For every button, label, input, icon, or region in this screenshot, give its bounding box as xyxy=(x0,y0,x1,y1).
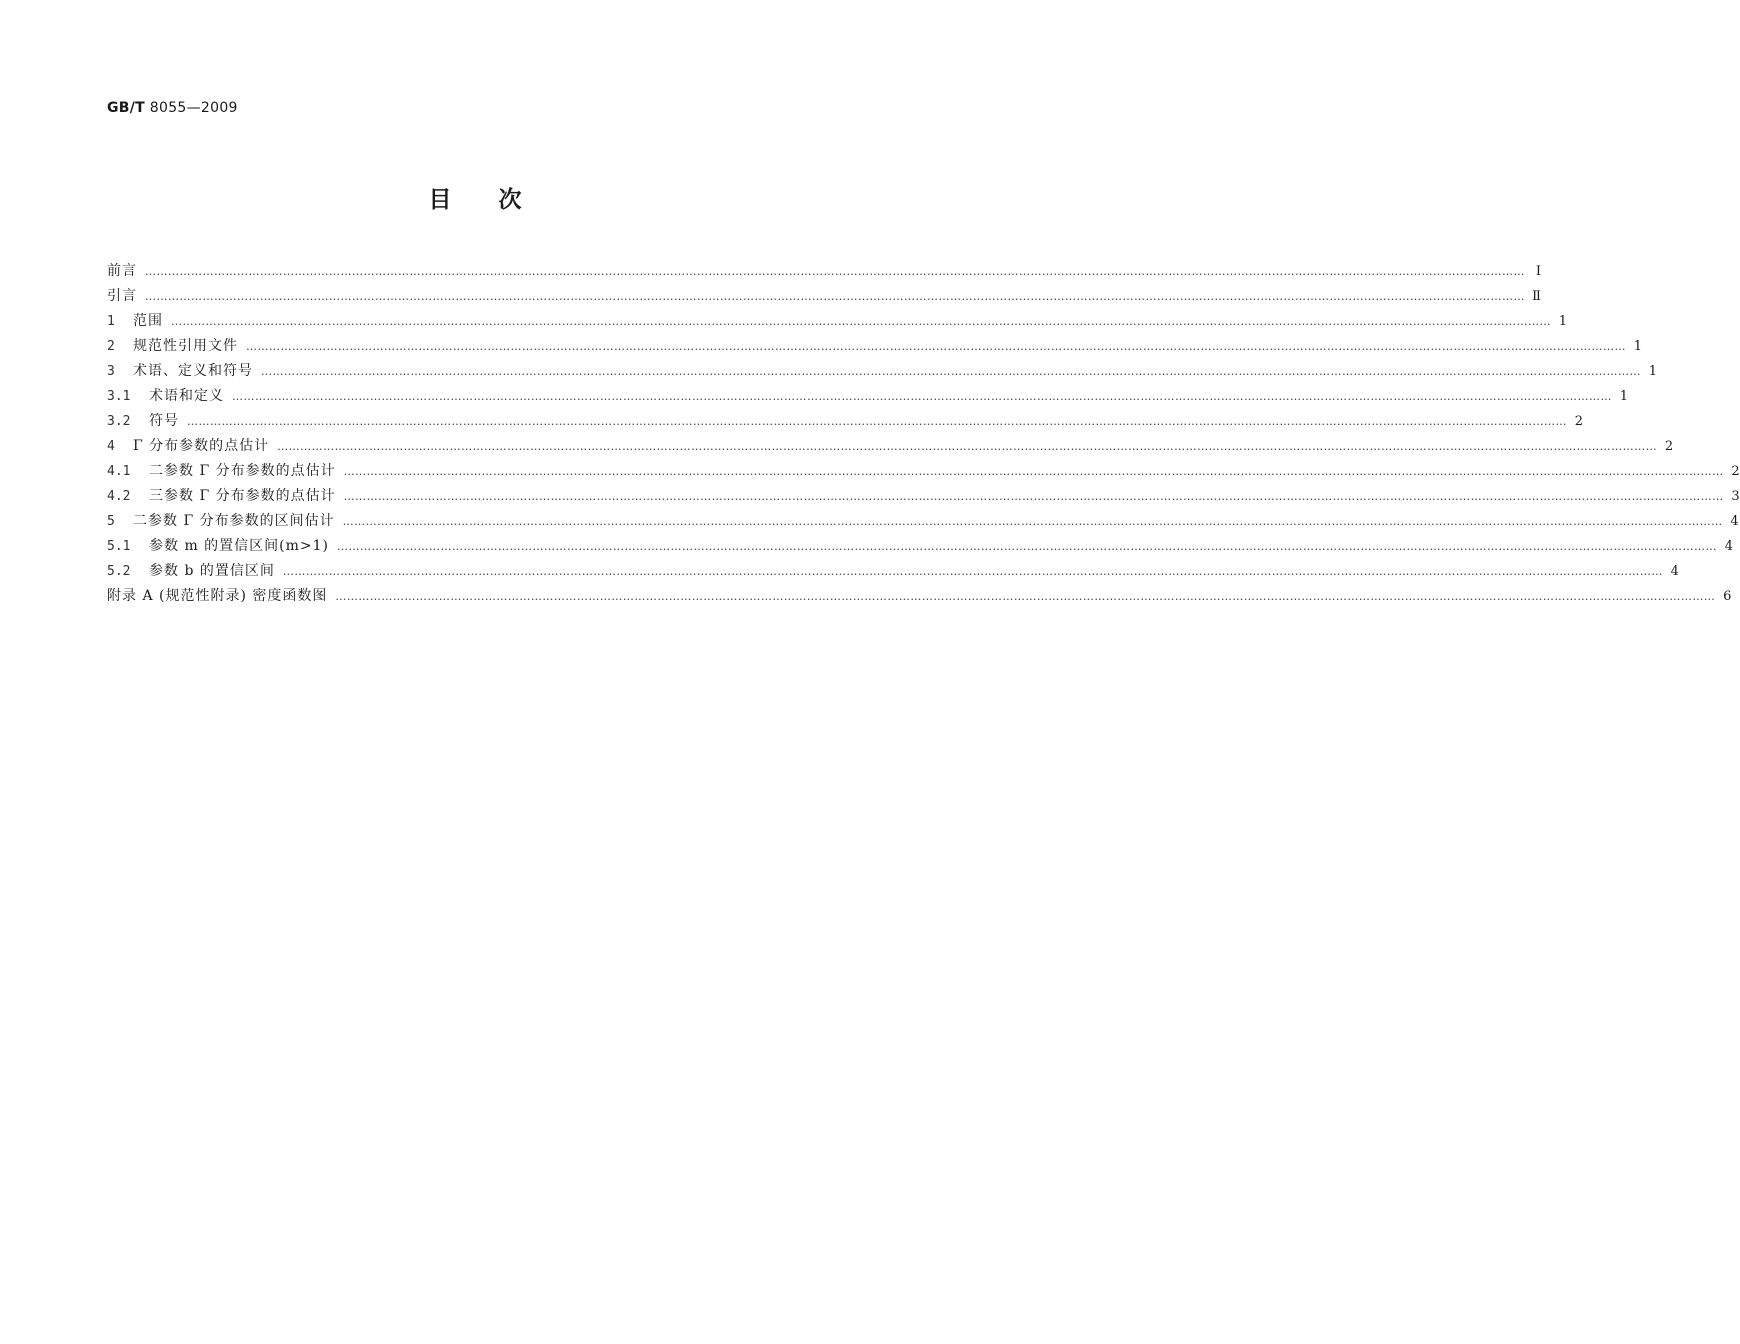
toc-entry-page: 2 xyxy=(1664,439,1674,454)
standard-number: 8055—2009 xyxy=(149,100,238,116)
toc-entry-number: 3 xyxy=(107,364,115,379)
toc-entry[interactable] xyxy=(107,584,1732,609)
toc-entry-label: 二参数 Γ 分布参数的区间估计 xyxy=(133,513,335,529)
toc-entry-page: 4 xyxy=(1670,564,1679,579)
toc-entry-page: 4 xyxy=(1730,514,1739,529)
toc-entry[interactable] xyxy=(107,284,1541,309)
toc-entry-label: 二参数 Γ 分布参数的点估计 xyxy=(149,463,336,479)
toc-entry-label: 引言 xyxy=(107,288,137,304)
toc-entry[interactable] xyxy=(107,484,1740,509)
dot-leader: ……………………………………………………………………………………………………………………………………………………………………………………………………………………………………………………………………………………………………………………………… xyxy=(145,265,1525,278)
table-of-contents xyxy=(107,259,1740,609)
toc-entry-page: Ⅱ xyxy=(1532,289,1541,304)
toc-entry-number: 5.1 xyxy=(107,539,131,554)
toc-entry[interactable] xyxy=(107,534,1734,559)
toc-entry-page: 1 xyxy=(1619,389,1628,404)
toc-entry[interactable] xyxy=(107,359,1657,384)
dot-leader: ……………………………………………………………………………………………………………………………………………………………………………………………………………………………………………………………………………………………………………………………… xyxy=(232,390,1612,403)
toc-entry[interactable] xyxy=(107,559,1679,584)
toc-entry-label: 术语、定义和符号 xyxy=(133,363,253,379)
dot-leader: ……………………………………………………………………………………………………………………………………………………………………………………………………………………………………………………………………………………………………………………………… xyxy=(335,590,1716,603)
toc-entry-page: 2 xyxy=(1574,414,1583,429)
dot-leader: ……………………………………………………………………………………………………………………………………………………………………………………………………………………………………………………………………………………………………………………………… xyxy=(343,490,1724,503)
dot-leader: ……………………………………………………………………………………………………………………………………………………………………………………………………………………………………………………………………………………………………………………………… xyxy=(246,340,1626,353)
dot-leader: ……………………………………………………………………………………………………………………………………………………………………………………………………………………………………………………………………………………………………………………………… xyxy=(343,465,1724,478)
toc-entry-number: 2 xyxy=(107,339,115,354)
standard-code xyxy=(107,100,238,116)
page-title: 目次 xyxy=(428,187,569,213)
dot-leader: ……………………………………………………………………………………………………………………………………………………………………………………………………………………………………………………………………………………………………………………………… xyxy=(342,515,1723,528)
toc-entry-label: 范围 xyxy=(133,313,163,329)
toc-entry-page: Ⅰ xyxy=(1535,264,1541,279)
toc-entry-label: 参数 m 的置信区间(m>1) xyxy=(149,538,330,554)
toc-entry-label: 规范性引用文件 xyxy=(133,338,238,354)
toc-entry-label: 术语和定义 xyxy=(149,388,224,404)
dot-leader: ……………………………………………………………………………………………………………………………………………………………………………………………………………………………………………………………………………………………………………………………… xyxy=(261,365,1641,378)
toc-entry[interactable] xyxy=(107,459,1740,484)
dot-leader: ……………………………………………………………………………………………………………………………………………………………………………………………………………………………………………………………………………………………………………………………… xyxy=(145,290,1525,303)
toc-entry-label: Γ 分布参数的点估计 xyxy=(133,438,270,454)
toc-entry-number: 5 xyxy=(107,514,115,529)
toc-entry-page: 3 xyxy=(1731,489,1740,504)
toc-entry-page: 1 xyxy=(1648,364,1657,379)
toc-entry-number: 5.2 xyxy=(107,564,131,579)
toc-entry-number: 4.2 xyxy=(107,489,131,504)
toc-entry-page: 1 xyxy=(1633,339,1642,354)
dot-leader: ……………………………………………………………………………………………………………………………………………………………………………………………………………………………………………………………………………………………………………………………… xyxy=(187,415,1567,428)
toc-entry-label: 附录 A (规范性附录) 密度函数图 xyxy=(107,588,328,604)
toc-entry-page: 6 xyxy=(1723,589,1732,604)
toc-entry-number: 4 xyxy=(107,439,115,454)
toc-entry-number: 1 xyxy=(107,314,115,329)
toc-entry-number: 3.2 xyxy=(107,414,131,429)
toc-entry-number: 4.1 xyxy=(107,464,131,479)
standard-prefix: GB/T xyxy=(107,100,146,116)
toc-entry[interactable] xyxy=(107,384,1628,409)
dot-leader: ……………………………………………………………………………………………………………………………………………………………………………………………………………………………………………………………………………………………………………………………… xyxy=(282,565,1663,578)
toc-entry-number: 3.1 xyxy=(107,389,131,404)
toc-entry-label: 符号 xyxy=(149,413,179,429)
dot-leader: ……………………………………………………………………………………………………………………………………………………………………………………………………………………………………………………………………………………………………………………………… xyxy=(277,440,1658,453)
dot-leader: ……………………………………………………………………………………………………………………………………………………………………………………………………………………………………………………………………………………………………………………………… xyxy=(171,315,1551,328)
toc-entry[interactable] xyxy=(107,434,1674,459)
toc-entry[interactable] xyxy=(107,259,1541,284)
toc-entry-page: 2 xyxy=(1731,464,1740,479)
toc-entry[interactable] xyxy=(107,334,1642,359)
toc-entry-label: 三参数 Γ 分布参数的点估计 xyxy=(149,488,336,504)
toc-entry-label: 前言 xyxy=(107,263,137,279)
toc-entry-label: 参数 b 的置信区间 xyxy=(149,563,275,579)
toc-entry[interactable] xyxy=(107,509,1739,534)
dot-leader: ……………………………………………………………………………………………………………………………………………………………………………………………………………………………………………………………………………………………………………………………… xyxy=(337,540,1718,553)
toc-entry-page: 4 xyxy=(1724,539,1734,554)
toc-entry[interactable] xyxy=(107,309,1567,334)
toc-entry[interactable] xyxy=(107,409,1583,434)
toc-entry-page: 1 xyxy=(1558,314,1567,329)
